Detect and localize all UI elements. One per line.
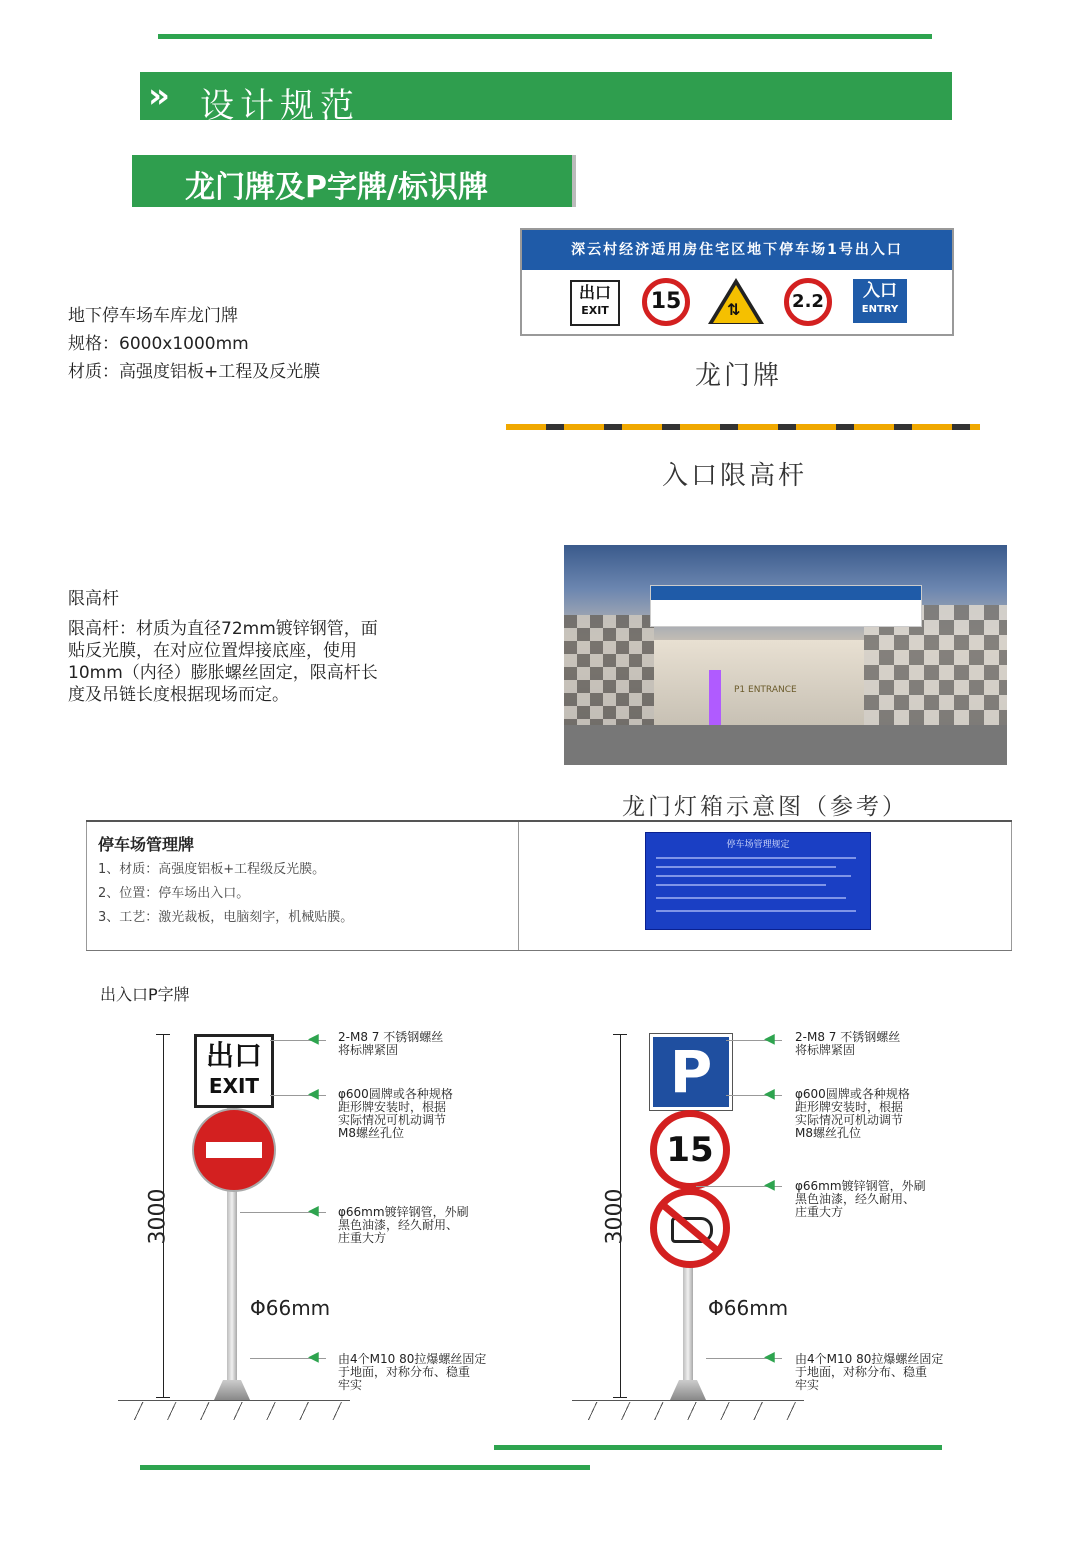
management-item: 3、工艺：激光裁板，电脑刻字，机械贴膜。 <box>98 910 354 925</box>
ground-line <box>572 1400 804 1401</box>
violet-light <box>709 670 721 725</box>
height-bar-line: 限高杆：材质为直径72mm镀锌钢管，面 <box>68 619 378 639</box>
no-horn-sign-icon <box>650 1188 730 1268</box>
management-title: 停车场管理牌 <box>98 835 195 854</box>
management-item: 2、位置：停车场出入口。 <box>98 886 250 901</box>
entry-sign <box>852 278 908 324</box>
note-line: 牢实 <box>338 1378 363 1392</box>
rule-line <box>656 875 851 877</box>
rule-line <box>656 910 856 912</box>
note-line: φ66mm镀锌钢管，外刷 <box>795 1179 926 1193</box>
note-line: 牢实 <box>795 1378 820 1392</box>
gantry-caption: 龙门牌 <box>695 361 783 391</box>
speed-limit-sign <box>650 1110 730 1190</box>
mini-sign-header <box>651 586 921 600</box>
table-border-right <box>1011 822 1012 950</box>
arrow-icon: ◀ <box>764 1031 775 1047</box>
entry-cn: 入口 <box>863 281 897 301</box>
note-line: 由4个M10 80拉爆螺丝固定 <box>795 1352 944 1366</box>
rule-line <box>656 857 856 859</box>
double-chevron-icon: » <box>148 76 170 116</box>
parking-p-letter: P <box>669 1038 713 1106</box>
section-title: 龙门牌及P字牌/标识牌 <box>185 170 488 205</box>
speed-value: 15 <box>650 289 682 314</box>
no-entry-bar <box>206 1142 262 1158</box>
pole-base <box>670 1380 706 1400</box>
photo-caption: 龙门灯箱示意图（参考） <box>622 794 908 820</box>
height-bar-line: 贴反光膜，在对应位置焊接底座，使用 <box>68 641 357 661</box>
arrow-icon: ◀ <box>308 1086 319 1102</box>
note-line: 实际情况可机动调节 <box>338 1113 447 1127</box>
floor-text: P1 ENTRANCE <box>734 685 797 695</box>
note-line: 距形牌安装时，根据 <box>338 1100 447 1114</box>
note-size <box>338 1088 453 1140</box>
rule-line <box>656 866 836 868</box>
note-line: 黑色油漆，经久耐用、 <box>795 1192 916 1206</box>
speed-limit-sign <box>642 278 690 326</box>
note-line: 于地面，对称分布、稳重 <box>338 1365 471 1379</box>
height-bar-line: 10mm（内径）膨胀螺丝固定，限高杆长 <box>68 663 378 683</box>
barrier-caption: 入口限高杆 <box>662 461 808 491</box>
exit-en: EXIT <box>581 304 609 317</box>
note-size <box>795 1088 910 1140</box>
exit-panel-en: EXIT <box>208 1074 260 1098</box>
bottom-rule-left <box>140 1465 590 1470</box>
arrow-icon: ◀ <box>308 1203 319 1219</box>
height-dimension: 3000 <box>602 1188 628 1245</box>
arrow-icon: ◀ <box>308 1349 319 1365</box>
pole-diameter: Φ66mm <box>250 1296 331 1320</box>
height-barrier-graphic <box>506 424 980 430</box>
height-bar-description <box>68 618 378 706</box>
table-divider <box>518 822 519 950</box>
arrow-icon: ◀ <box>764 1086 775 1102</box>
dim-tick <box>613 1034 627 1035</box>
note-line: 2-M8 7 不锈钢螺丝 <box>795 1030 901 1044</box>
note-pole <box>795 1180 926 1219</box>
rule-line <box>656 897 846 899</box>
note-line: 庄重大方 <box>795 1205 844 1219</box>
gantry-line: 材质：高强度铝板+工程及反光膜 <box>68 362 321 382</box>
dim-tick <box>156 1034 170 1035</box>
note-pole <box>338 1206 469 1245</box>
note-line: 由4个M10 80拉爆螺丝固定 <box>338 1352 487 1366</box>
gantry-line: 地下停车场车库龙门牌 <box>68 306 238 326</box>
top-rule <box>158 34 932 39</box>
management-sign <box>645 832 871 930</box>
note-line: M8螺丝孔位 <box>338 1126 404 1140</box>
pole-base <box>214 1380 250 1400</box>
note-line: 庄重大方 <box>338 1231 387 1245</box>
height-value: 2.2 <box>792 291 824 312</box>
note-bolts <box>795 1031 900 1057</box>
exit-cn: 出口 <box>578 283 611 302</box>
gantry-description <box>68 302 320 386</box>
arrow-icon: ◀ <box>764 1349 775 1365</box>
entrance-rendering <box>564 545 1007 765</box>
management-item: 1、材质：高强度铝板+工程级反光膜。 <box>98 862 326 877</box>
pole-diameter: Φ66mm <box>708 1296 789 1320</box>
arrow-icon: ◀ <box>308 1031 319 1047</box>
table-border-left <box>86 822 87 950</box>
note-line: φ600圆牌或各种规格 <box>338 1087 453 1101</box>
entry-en: ENTRY <box>861 304 899 315</box>
gantry-line: 规格：6000x1000mm <box>68 334 249 354</box>
management-sign-title: 停车场管理规定 <box>726 840 790 850</box>
speed-value: 15 <box>666 1130 714 1170</box>
note-line: φ600圆牌或各种规格 <box>795 1087 910 1101</box>
note-line: 于地面，对称分布、稳重 <box>795 1365 928 1379</box>
note-line: 将标牌紧固 <box>338 1043 399 1057</box>
two-way-arrows-icon: ⇅ <box>727 300 741 319</box>
exit-panel-cn: 出口 <box>205 1039 262 1072</box>
note-line: φ66mm镀锌钢管，外刷 <box>338 1205 469 1219</box>
note-line: 将标牌紧固 <box>795 1043 856 1057</box>
exit-panel <box>194 1034 274 1108</box>
note-anchor <box>338 1353 486 1392</box>
management-table <box>86 820 1012 951</box>
note-line: 距形牌安装时，根据 <box>795 1100 904 1114</box>
dim-tick <box>613 1397 627 1398</box>
bottom-rule-right <box>494 1445 942 1450</box>
ground-line <box>118 1400 350 1401</box>
p-sign-title: 出入口P字牌 <box>100 985 190 1004</box>
note-line: 实际情况可机动调节 <box>795 1113 904 1127</box>
ground-hatch <box>118 1402 350 1420</box>
rule-line <box>656 884 826 886</box>
note-line: M8螺丝孔位 <box>795 1126 861 1140</box>
gantry-sign-header: 深云村经济适用房住宅区地下停车场1号出入口 <box>522 230 952 270</box>
ground-hatch <box>572 1402 804 1420</box>
height-limit-sign <box>784 278 832 326</box>
exit-sign <box>570 280 620 326</box>
dim-tick <box>156 1397 170 1398</box>
height-bar-line: 度及吊链长度根据现场而定。 <box>68 685 289 705</box>
height-bar-title: 限高杆 <box>68 589 119 609</box>
page-title: 设计规范 <box>200 86 360 126</box>
note-bolts <box>338 1031 443 1057</box>
gantry-sign <box>520 228 954 336</box>
floor <box>564 725 1007 765</box>
height-dimension: 3000 <box>145 1188 171 1245</box>
management-items <box>98 858 353 930</box>
note-line: 黑色油漆，经久耐用、 <box>338 1218 459 1232</box>
mini-gantry-sign <box>650 585 922 627</box>
note-anchor <box>795 1353 943 1392</box>
note-line: 2-M8 7 不锈钢螺丝 <box>338 1030 444 1044</box>
parking-p-sign <box>650 1034 732 1110</box>
arrow-icon: ◀ <box>764 1177 775 1193</box>
no-entry-sign-icon <box>192 1108 276 1192</box>
